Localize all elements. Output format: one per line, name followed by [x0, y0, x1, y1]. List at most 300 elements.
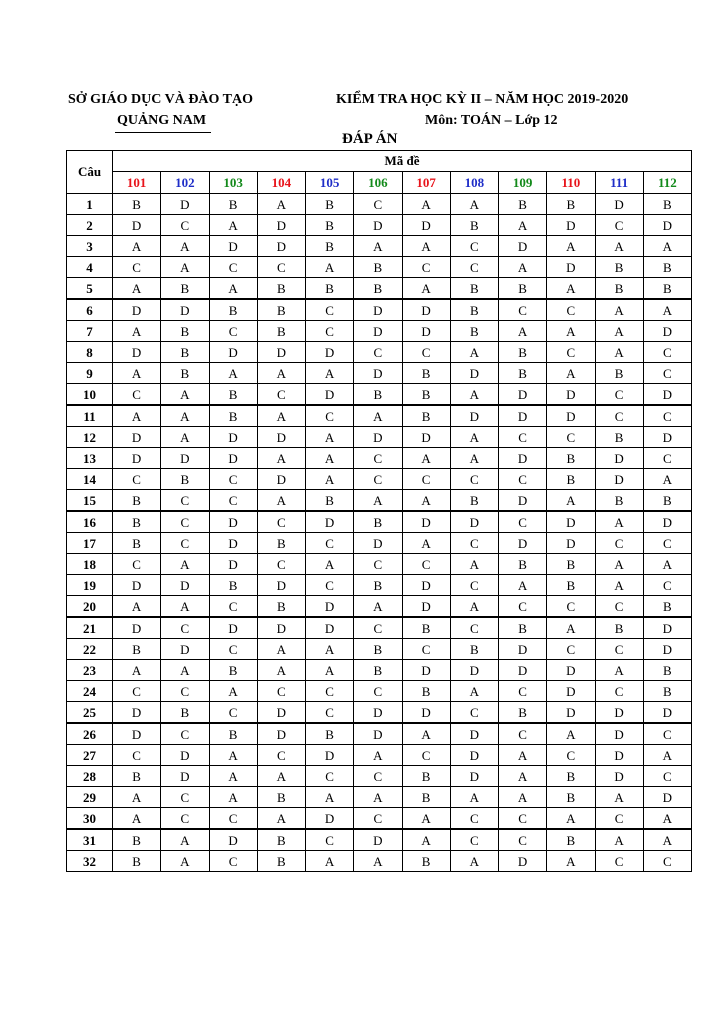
answer-cell: B: [354, 660, 402, 681]
answer-cell: C: [306, 702, 354, 724]
answer-cell: A: [595, 575, 643, 596]
answer-cell: A: [209, 787, 257, 808]
answer-cell: D: [113, 448, 161, 469]
answer-cell: C: [209, 808, 257, 830]
question-number: 19: [67, 575, 113, 596]
answer-cell: A: [113, 278, 161, 300]
answer-cell: D: [547, 257, 595, 278]
answer-cell: D: [257, 427, 305, 448]
answer-cell: C: [643, 342, 691, 363]
answer-cell: B: [161, 321, 209, 342]
question-number: 6: [67, 299, 113, 321]
answer-cell: D: [499, 405, 547, 427]
answer-cell: C: [257, 681, 305, 702]
question-number: 28: [67, 766, 113, 787]
answer-cell: D: [643, 617, 691, 639]
answer-cell: D: [643, 321, 691, 342]
question-number: 21: [67, 617, 113, 639]
answer-cell: B: [306, 236, 354, 257]
answer-cell: A: [257, 448, 305, 469]
answer-cell: D: [450, 405, 498, 427]
answer-cell: C: [595, 808, 643, 830]
question-number: 17: [67, 533, 113, 554]
answer-cell: B: [257, 278, 305, 300]
question-number: 31: [67, 829, 113, 851]
answer-cell: B: [547, 554, 595, 575]
answer-cell: B: [306, 490, 354, 512]
answer-cell: A: [113, 596, 161, 618]
answer-cell: C: [499, 511, 547, 533]
table-row: [67, 427, 692, 448]
answer-rows: [67, 194, 692, 872]
table-row: [67, 405, 692, 427]
answer-cell: A: [306, 257, 354, 278]
question-number: 15: [67, 490, 113, 512]
subject-label: Môn: TOÁN – Lớp 12: [425, 113, 558, 128]
answer-cell: C: [209, 321, 257, 342]
answer-cell: C: [209, 639, 257, 660]
answer-cell: B: [402, 787, 450, 808]
answer-cell: A: [161, 405, 209, 427]
answer-cell: D: [209, 829, 257, 851]
answer-cell: B: [595, 427, 643, 448]
answer-cell: A: [499, 321, 547, 342]
answer-cell: B: [547, 448, 595, 469]
answer-cell: A: [354, 236, 402, 257]
exam-code-header: 107: [402, 172, 450, 194]
answer-cell: D: [354, 723, 402, 745]
answer-cell: A: [161, 829, 209, 851]
answer-cell: A: [209, 681, 257, 702]
answer-cell: C: [402, 342, 450, 363]
answer-cell: B: [402, 851, 450, 872]
answer-cell: C: [499, 723, 547, 745]
answer-cell: C: [209, 596, 257, 618]
answer-cell: A: [595, 321, 643, 342]
answer-cell: D: [354, 215, 402, 236]
answer-cell: C: [643, 363, 691, 384]
answer-cell: D: [402, 575, 450, 596]
answer-cell: D: [306, 596, 354, 618]
answer-cell: B: [643, 660, 691, 681]
answer-cell: B: [161, 469, 209, 490]
answer-cell: A: [257, 660, 305, 681]
answer-cell: D: [257, 215, 305, 236]
answer-cell: A: [547, 851, 595, 872]
answer-cell: A: [499, 575, 547, 596]
answer-cell: A: [450, 384, 498, 406]
answer-cell: A: [643, 829, 691, 851]
answer-cell: A: [595, 299, 643, 321]
answer-cell: A: [643, 808, 691, 830]
answer-cell: D: [209, 533, 257, 554]
answer-cell: B: [643, 257, 691, 278]
answer-cell: A: [499, 215, 547, 236]
answer-cell: A: [354, 787, 402, 808]
question-number: 12: [67, 427, 113, 448]
answer-cell: A: [209, 363, 257, 384]
exam-code-header: 106: [354, 172, 402, 194]
answer-cell: C: [354, 448, 402, 469]
answer-cell: C: [547, 639, 595, 660]
answer-cell: B: [113, 511, 161, 533]
answer-cell: A: [547, 617, 595, 639]
answer-cell: A: [113, 321, 161, 342]
answer-cell: A: [450, 342, 498, 363]
answer-cell: A: [354, 405, 402, 427]
answer-cell: D: [499, 660, 547, 681]
answer-cell: C: [113, 554, 161, 575]
question-number: 16: [67, 511, 113, 533]
answer-cell: C: [161, 681, 209, 702]
answer-cell: B: [257, 851, 305, 872]
answer-cell: D: [161, 745, 209, 766]
answer-cell: D: [306, 342, 354, 363]
answer-cell: D: [209, 617, 257, 639]
question-number: 29: [67, 787, 113, 808]
answer-cell: B: [161, 278, 209, 300]
answer-cell: A: [306, 469, 354, 490]
answer-cell: C: [450, 575, 498, 596]
answer-cell: D: [595, 469, 643, 490]
answer-cell: A: [306, 427, 354, 448]
table-row: [67, 554, 692, 575]
answer-cell: B: [499, 342, 547, 363]
answer-cell: B: [643, 194, 691, 215]
answer-cell: A: [595, 787, 643, 808]
answer-cell: A: [306, 554, 354, 575]
answer-cell: A: [257, 194, 305, 215]
answer-cell: C: [113, 681, 161, 702]
answer-cell: B: [547, 766, 595, 787]
answer-cell: B: [402, 405, 450, 427]
question-number: 8: [67, 342, 113, 363]
answer-cell: D: [499, 448, 547, 469]
answer-cell: B: [450, 278, 498, 300]
table-row: [67, 617, 692, 639]
answer-cell: A: [354, 596, 402, 618]
answer-cell: C: [354, 617, 402, 639]
answer-cell: B: [257, 787, 305, 808]
answer-cell: B: [257, 596, 305, 618]
answer-cell: A: [209, 745, 257, 766]
table-row: [67, 787, 692, 808]
answer-cell: D: [161, 766, 209, 787]
answer-cell: D: [643, 511, 691, 533]
answer-cell: A: [113, 236, 161, 257]
question-number: 26: [67, 723, 113, 745]
answer-cell: B: [113, 639, 161, 660]
answer-cell: D: [113, 427, 161, 448]
answer-cell: B: [643, 490, 691, 512]
exam-code-group-header: Mã đề: [113, 151, 692, 172]
answer-cell: C: [595, 215, 643, 236]
question-number: 9: [67, 363, 113, 384]
answer-cell: A: [306, 660, 354, 681]
table-row: [67, 702, 692, 724]
table-row: [67, 723, 692, 745]
answer-cell: D: [450, 766, 498, 787]
answer-cell: C: [643, 533, 691, 554]
table-row: [67, 448, 692, 469]
answer-cell: A: [209, 766, 257, 787]
answer-cell: D: [499, 639, 547, 660]
exam-code-header: 102: [161, 172, 209, 194]
answer-cell: C: [499, 299, 547, 321]
answer-cell: C: [257, 554, 305, 575]
answer-cell: A: [402, 533, 450, 554]
table-row: [67, 236, 692, 257]
answer-cell: C: [643, 575, 691, 596]
answer-cell: C: [354, 554, 402, 575]
answer-cell: D: [209, 448, 257, 469]
answer-cell: B: [209, 405, 257, 427]
answer-cell: C: [354, 808, 402, 830]
answer-cell: C: [450, 257, 498, 278]
answer-cell: A: [547, 236, 595, 257]
answer-cell: D: [113, 723, 161, 745]
answer-cell: A: [402, 490, 450, 512]
answer-cell: B: [306, 194, 354, 215]
answer-cell: A: [547, 363, 595, 384]
answer-cell: C: [306, 321, 354, 342]
answer-cell: B: [209, 194, 257, 215]
answer-cell: C: [643, 405, 691, 427]
answer-cell: A: [161, 427, 209, 448]
answer-cell: B: [209, 575, 257, 596]
answer-cell: A: [643, 554, 691, 575]
answer-cell: B: [402, 681, 450, 702]
answer-cell: C: [257, 511, 305, 533]
answer-cell: B: [595, 363, 643, 384]
table-row: [67, 829, 692, 851]
table-row: [67, 681, 692, 702]
answer-cell: C: [161, 808, 209, 830]
answer-cell: C: [643, 723, 691, 745]
table-row: [67, 575, 692, 596]
answer-cell: D: [257, 342, 305, 363]
answer-cell: B: [306, 723, 354, 745]
table-row: [67, 363, 692, 384]
answer-cell: D: [306, 384, 354, 406]
answer-cell: D: [209, 236, 257, 257]
table-row: [67, 660, 692, 681]
answer-cell: A: [306, 787, 354, 808]
answer-cell: A: [450, 681, 498, 702]
answer-cell: C: [161, 723, 209, 745]
answer-cell: A: [161, 554, 209, 575]
answer-cell: A: [306, 448, 354, 469]
answer-cell: B: [499, 363, 547, 384]
answer-cell: C: [547, 745, 595, 766]
answer-cell: C: [161, 490, 209, 512]
answer-cell: D: [257, 236, 305, 257]
answer-cell: B: [499, 194, 547, 215]
exam-title: KIỂM TRA HỌC KỲ II – NĂM HỌC 2019-2020: [336, 92, 629, 107]
answer-cell: D: [547, 681, 595, 702]
answer-cell: C: [306, 575, 354, 596]
answer-cell: A: [257, 639, 305, 660]
answer-cell: A: [499, 745, 547, 766]
answer-cell: D: [547, 511, 595, 533]
exam-code-header: 111: [595, 172, 643, 194]
answer-cell: A: [402, 723, 450, 745]
answer-cell: A: [595, 554, 643, 575]
answer-cell: D: [113, 299, 161, 321]
answer-cell: C: [354, 342, 402, 363]
answer-cell: C: [113, 469, 161, 490]
answer-cell: D: [113, 215, 161, 236]
answer-cell: D: [161, 448, 209, 469]
answer-cell: C: [113, 384, 161, 406]
answer-cell: B: [257, 533, 305, 554]
answer-cell: B: [595, 257, 643, 278]
answer-cell: A: [450, 448, 498, 469]
answer-cell: D: [499, 236, 547, 257]
question-number: 30: [67, 808, 113, 830]
answer-cell: A: [161, 596, 209, 618]
answer-cell: A: [306, 851, 354, 872]
answer-cell: C: [643, 448, 691, 469]
answer-cell: D: [402, 427, 450, 448]
answer-cell: B: [595, 278, 643, 300]
answer-cell: D: [354, 363, 402, 384]
answer-cell: B: [643, 681, 691, 702]
answer-cell: C: [306, 533, 354, 554]
answer-cell: C: [402, 639, 450, 660]
exam-code-header: 104: [257, 172, 305, 194]
question-number: 14: [67, 469, 113, 490]
answer-cell: B: [354, 257, 402, 278]
answer-cell: C: [402, 469, 450, 490]
answer-cell: C: [113, 745, 161, 766]
answer-cell: D: [643, 787, 691, 808]
answer-cell: A: [643, 236, 691, 257]
answer-cell: D: [595, 766, 643, 787]
answer-cell: B: [161, 363, 209, 384]
answer-cell: A: [595, 660, 643, 681]
exam-code-header: 101: [113, 172, 161, 194]
table-row: [67, 342, 692, 363]
answer-cell: B: [354, 639, 402, 660]
answer-cell: D: [209, 554, 257, 575]
document-title: ĐÁP ÁN: [342, 131, 398, 147]
answer-cell: C: [547, 427, 595, 448]
question-number: 5: [67, 278, 113, 300]
answer-cell: A: [643, 299, 691, 321]
answer-cell: C: [499, 681, 547, 702]
answer-cell: D: [161, 194, 209, 215]
answer-cell: A: [595, 511, 643, 533]
answer-cell: B: [209, 384, 257, 406]
answer-cell: B: [257, 829, 305, 851]
answer-cell: C: [209, 257, 257, 278]
answer-cell: B: [499, 702, 547, 724]
answer-cell: D: [113, 342, 161, 363]
table-row: [67, 490, 692, 512]
answer-cell: D: [306, 617, 354, 639]
answer-cell: C: [450, 533, 498, 554]
answer-cell: C: [643, 766, 691, 787]
answer-cell: C: [113, 257, 161, 278]
answer-cell: C: [209, 702, 257, 724]
answer-cell: B: [354, 575, 402, 596]
table-row: [67, 639, 692, 660]
answer-cell: B: [499, 554, 547, 575]
table-row: [67, 278, 692, 300]
answer-cell: C: [450, 702, 498, 724]
answer-cell: D: [161, 299, 209, 321]
answer-cell: D: [402, 511, 450, 533]
answer-cell: C: [354, 469, 402, 490]
answer-cell: D: [595, 702, 643, 724]
answer-cell: C: [402, 554, 450, 575]
answer-cell: D: [257, 617, 305, 639]
answer-cell: A: [161, 660, 209, 681]
question-number: 11: [67, 405, 113, 427]
answer-cell: C: [499, 427, 547, 448]
answer-cell: D: [402, 702, 450, 724]
answer-cell: D: [595, 448, 643, 469]
answer-cell: D: [257, 469, 305, 490]
answer-cell: C: [161, 617, 209, 639]
answer-cell: B: [643, 596, 691, 618]
answer-cell: D: [547, 660, 595, 681]
answer-cell: D: [402, 299, 450, 321]
answer-cell: D: [643, 215, 691, 236]
answer-cell: C: [595, 533, 643, 554]
answer-cell: D: [547, 405, 595, 427]
table-row: [67, 321, 692, 342]
answer-cell: C: [595, 384, 643, 406]
answer-cell: A: [113, 787, 161, 808]
answer-cell: B: [113, 829, 161, 851]
answer-cell: A: [595, 236, 643, 257]
question-number: 1: [67, 194, 113, 215]
question-number: 7: [67, 321, 113, 342]
answer-cell: A: [402, 278, 450, 300]
answer-cell: C: [257, 384, 305, 406]
answer-cell: A: [402, 808, 450, 830]
answer-cell: D: [643, 384, 691, 406]
question-number: 3: [67, 236, 113, 257]
answer-cell: A: [161, 257, 209, 278]
answer-cell: B: [354, 384, 402, 406]
answer-cell: D: [354, 533, 402, 554]
answer-cell: B: [547, 787, 595, 808]
answer-cell: D: [499, 490, 547, 512]
answer-cell: D: [595, 194, 643, 215]
answer-cell: A: [450, 427, 498, 448]
answer-cell: A: [257, 363, 305, 384]
answer-cell: C: [161, 215, 209, 236]
answer-cell: A: [354, 851, 402, 872]
question-number: 20: [67, 596, 113, 618]
answer-cell: C: [306, 405, 354, 427]
answer-cell: D: [402, 660, 450, 681]
table-row: [67, 257, 692, 278]
answer-cell: B: [161, 342, 209, 363]
exam-code-header: 112: [643, 172, 691, 194]
answer-cell: D: [354, 427, 402, 448]
table-row: [67, 808, 692, 830]
answer-cell: D: [354, 829, 402, 851]
answer-cell: D: [306, 808, 354, 830]
answer-cell: D: [354, 299, 402, 321]
answer-cell: A: [113, 660, 161, 681]
answer-cell: D: [547, 384, 595, 406]
answer-cell: C: [354, 766, 402, 787]
